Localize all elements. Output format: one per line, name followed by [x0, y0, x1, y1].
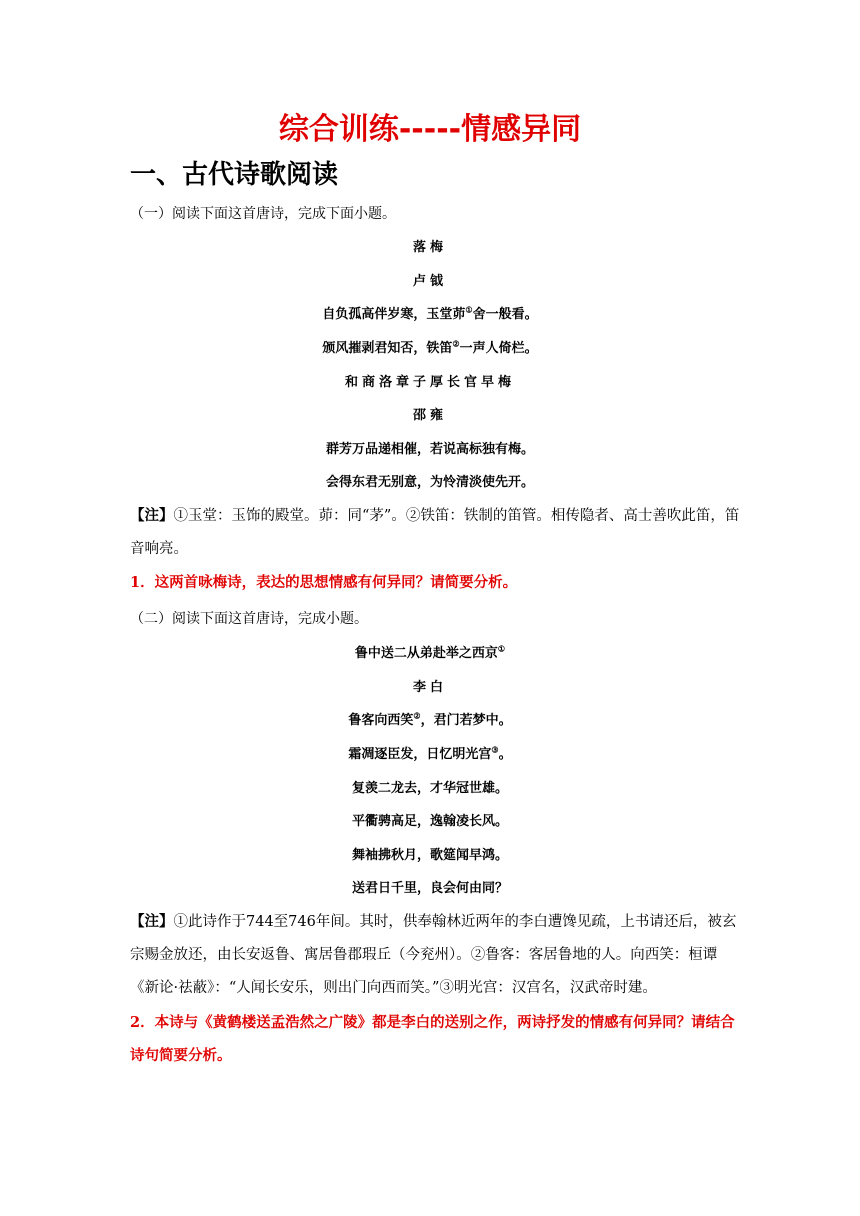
poem3-line: 复羡二龙去，才华冠世雄。 [351, 781, 508, 796]
poem2-line: 会得东君无别意，为怜清淡使先开。 [325, 475, 534, 490]
question-1: 1．这两首咏梅诗，表达的思想情感有何异同？请简要分析。 [130, 574, 518, 591]
poem2-title: 和商洛章子厚长官早梅 [344, 375, 515, 390]
poem3-title: 鲁中送二从弟赴举之西京① [354, 643, 506, 661]
poem3-line: 平衢骋高足，逸翰凌长风。 [351, 814, 508, 829]
poem1-title: 落梅 [412, 240, 447, 255]
part2-instruction: （二）阅读下面这首唐诗，完成小题。 [130, 611, 368, 627]
poem3-line: 霜凋逐臣发，日忆明光宫③。 [348, 744, 512, 762]
poem1-line: 自负孤高伴岁寒，玉堂茆①舍一般看。 [322, 304, 538, 322]
poem3-author: 李白 [412, 680, 447, 695]
poem3-line: 鲁客向西笑②，君门若梦中。 [348, 710, 512, 728]
poem2-author: 邵雍 [412, 408, 447, 423]
poem2-line: 群芳万品递相催，若说高标独有梅。 [325, 442, 534, 457]
page-title: 综合训练-----情感异同 [278, 112, 582, 147]
section-heading: 一、古代诗歌阅读 [130, 160, 339, 190]
part1-note: 【注】①玉堂：玉饰的殿堂。茆：同“茅”。②铁笛：铁制的笛管。相传隐者、高士善吹此笛，笛音响亮。 [130, 507, 740, 557]
part1-instruction: （一）阅读下面这首唐诗，完成下面小题。 [130, 206, 396, 222]
poem1-author: 卢钺 [412, 274, 447, 289]
part2-note: 【注】①此诗作于744至746年间。其时，供奉翰林近两年的李白遭馋见疏，上书请还后，被玄宗赐金放还，由长安返鲁、寓居鲁郡瑕丘（今兖州）。②鲁客：客居鲁地的人。向西笑：桓谭《新论·祛蔽》：“人闻长安乐，则出门向西而笑。”③明光宫：汉宫名，汉武帝时建。 [130, 913, 737, 996]
poem1-line: 颁风摧剥君知否，铁笛②一声人倚栏。 [322, 338, 538, 356]
poem3-line: 送君日千里，良会何由同？ [351, 881, 508, 896]
question-2: 2．本诗与《黄鹤楼送孟浩然之广陵》都是李白的送别之作，两诗抒发的情感有何异同？请结合诗句简要分析。 [130, 1014, 735, 1064]
poem3-line: 舞袖拂秋月，歌筵闻早鸿。 [351, 848, 508, 863]
